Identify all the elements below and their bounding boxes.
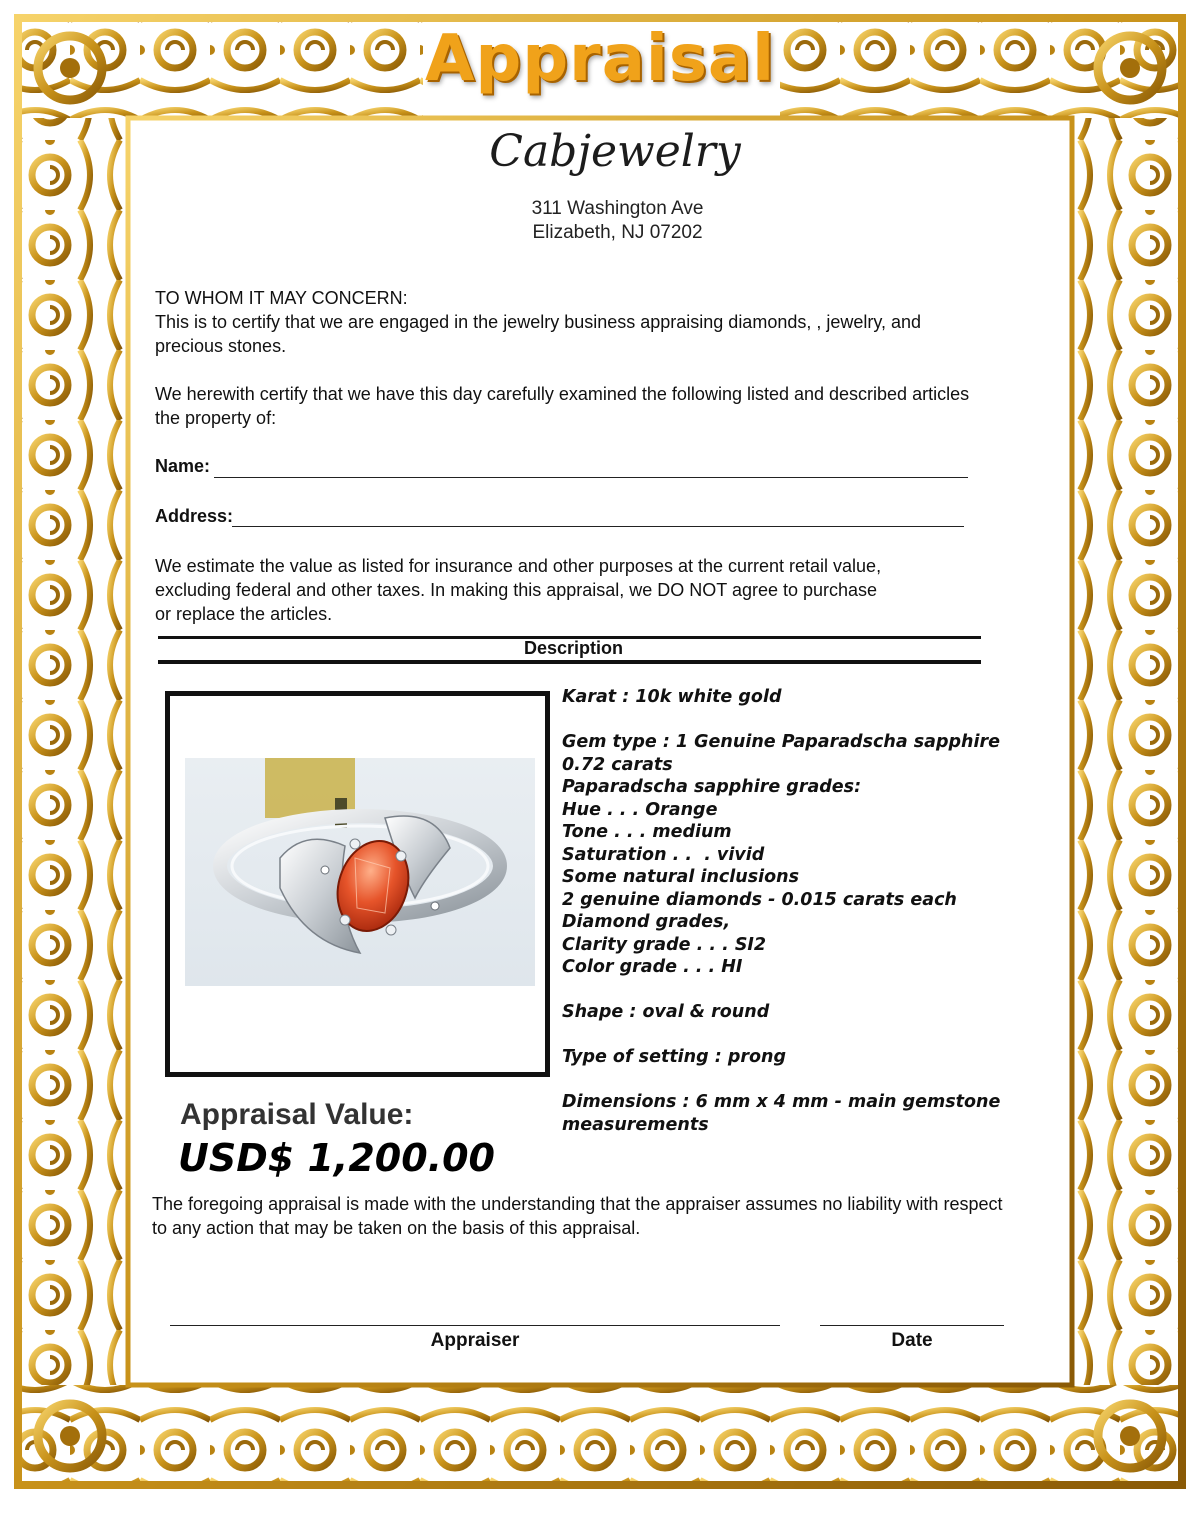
gem-detail-line: 2 genuine diamonds - 0.015 carats each [562, 889, 957, 910]
name-field-line[interactable] [214, 477, 968, 478]
address-field-line[interactable] [232, 526, 964, 527]
appraisal-value-label: Appraisal Value: [180, 1098, 414, 1131]
date-signature-line[interactable] [820, 1325, 1004, 1326]
gem-detail-line: Diamond grades, [562, 912, 731, 932]
gem-detail-line: Hue . . . Orange [562, 799, 718, 820]
liability-disclaimer: The foregoing appraisal is made with the understanding that the appraiser assumes no liability with respect to any action that may be taken on the basis of this appraisal. [152, 1194, 1003, 1238]
estimate-paragraph: We estimate the value as listed for insurance and other purposes at the current retail value, excluding federal and other taxes. In making this appraisal, we DO NOT agree to purchase or replace the articles. [155, 556, 882, 624]
gem-detail-line [562, 1069, 1052, 1092]
gem-details-list [562, 686, 1052, 1136]
company-address-line2: Elizabeth, NJ 07202 [532, 222, 703, 243]
gem-detail-line: Dimensions : 6 mm x 4 mm - main gemstone [562, 1092, 1001, 1112]
salutation: TO WHOM IT MAY CONCERN: [155, 288, 408, 308]
name-field-label: Name: [155, 456, 211, 476]
certify-paragraph: This is to certify that we are engaged in the jewelry business appraising diamonds, , jewelry, and precious stones. [155, 312, 922, 356]
date-label: Date [891, 1330, 933, 1351]
document-title: Appraisal [424, 22, 776, 96]
gem-detail-line: Tone . . . medium [562, 822, 732, 842]
company-address-line1: 311 Washington Ave [531, 198, 704, 219]
gem-detail-line [562, 709, 1052, 732]
gem-detail-line: Some natural inclusions [562, 867, 800, 887]
product-photo-frame [165, 691, 550, 1077]
examined-paragraph: We herewith certify that we have this day carefully examined the following listed and described articles the property of: [155, 384, 970, 428]
gem-detail-line [562, 1024, 1052, 1047]
ring-photo-icon [185, 758, 535, 986]
gem-detail-line: 0.72 carats [562, 754, 673, 775]
appraiser-label: Appraiser [430, 1330, 520, 1351]
address-field-label: Address: [155, 506, 234, 526]
appraisal-value-amount: USD$ 1,200.00 [178, 1136, 495, 1180]
gem-detail-line [562, 979, 1052, 1002]
gem-detail-line: Karat : 10k white gold [562, 687, 782, 707]
gem-detail-line: Shape : oval & round [562, 1002, 770, 1022]
gem-detail-line: Paparadscha sapphire grades: [562, 777, 862, 797]
description-rule-bottom [158, 660, 981, 664]
appraiser-signature-line[interactable] [170, 1325, 780, 1326]
gem-detail-line: Saturation . . . vivid [562, 844, 765, 865]
gem-detail-line: Clarity grade . . . SI2 [562, 934, 767, 955]
description-heading: Description [523, 638, 624, 658]
gem-detail-line: Type of setting : prong [562, 1047, 787, 1067]
gem-detail-line: measurements [562, 1114, 709, 1135]
company-name: Cabjewelry [489, 126, 741, 177]
gem-detail-line: Gem type : 1 Genuine Paparadscha sapphire [562, 732, 1000, 752]
gem-detail-line: Color grade . . . HI [562, 957, 743, 977]
